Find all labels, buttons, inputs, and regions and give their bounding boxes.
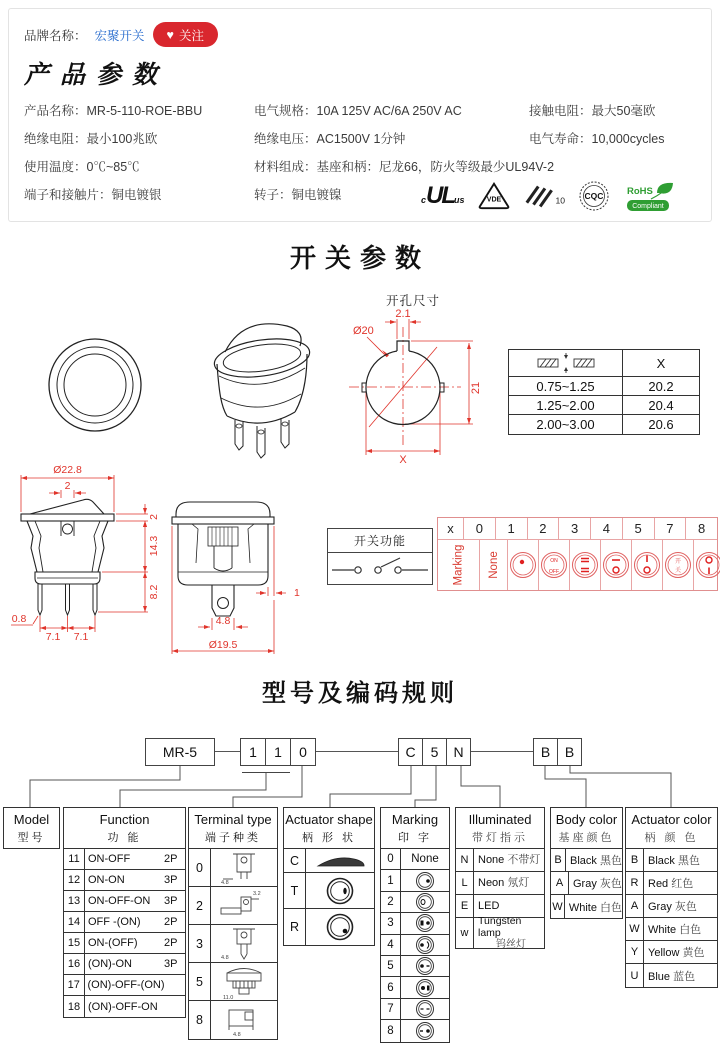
svg-text:10: 10 <box>554 195 565 206</box>
param-contact-resistance: 接触电阻：最大50毫欧 <box>529 104 656 118</box>
follow-label: 关注 <box>178 28 204 43</box>
switch-function-label: 开关功能 <box>353 534 406 548</box>
switch-params-title: 开关参数 <box>289 243 430 273</box>
actuator-color-row: Y Yellow 黄色 <box>626 941 717 964</box>
param-terminal-plating: 端子和接触片：铜电镀银 <box>24 188 162 202</box>
marking-code-table: Marking 印 字 0 None 1 2 3 4 5 6 7 8 <box>380 807 450 1043</box>
svg-text:4.8: 4.8 <box>233 1032 241 1038</box>
svg-text:Ø20: Ø20 <box>353 325 374 337</box>
switch-top-view-drawing <box>25 332 165 438</box>
switch-isometric-drawing <box>195 312 335 472</box>
illuminated-row: N None 不带灯 <box>456 849 544 872</box>
actuator-shape-table: Actuator shape 柄 形 状 C T R <box>283 807 375 946</box>
svg-text:4.8: 4.8 <box>215 615 231 627</box>
terminal-row: 8 4.8 <box>189 1001 277 1039</box>
marking-symbol-double-bars-icon <box>570 542 600 588</box>
illuminated-row: E LED <box>456 895 544 918</box>
marking-7-icon <box>415 999 435 1019</box>
function-table: Function 功 能 11 ON-OFF 2P 12 ON-ON 3P 13 ON-OFF-ON 3P 14 OFF -(ON) 2P 15 ON-(OFF) 2P 16 (ON)-ON 3P 17 (ON)-OFF-(ON) 18 (ON)-OFF-ON <box>63 807 186 1018</box>
code-box-colors: B B <box>533 738 582 766</box>
svg-text:ON: ON <box>550 558 559 564</box>
terminal-row: 2 3.2 <box>189 887 277 925</box>
marking-none-text: None <box>411 853 439 866</box>
body-color-row: A Gray 灰色 <box>551 872 622 895</box>
model-table: Model 型号 <box>3 807 60 849</box>
terminal-row: 0 4.8 <box>189 849 277 887</box>
param-product-name: 产品名称：MR-5-110-ROE-BBU <box>24 104 203 118</box>
body-color-table: Body color 基座颜色 B Black 黑色 A Gray 灰色 W White 白色 <box>550 807 623 919</box>
marking-none-label: None <box>487 551 500 579</box>
illuminated-row: L Neon 氖灯 <box>456 872 544 895</box>
marking-6-icon <box>415 978 435 998</box>
terminal-drawing-lug-with-pin-icon <box>215 926 273 962</box>
marking-code-row: 7 <box>381 999 449 1020</box>
function-row: 14 OFF -(ON) 2P <box>64 912 185 933</box>
connector-line <box>215 751 240 752</box>
certification-marks <box>421 172 706 220</box>
code-box-shape-marking-illuminated: C 5 N <box>398 738 471 766</box>
hole-table-header: X <box>509 350 699 377</box>
actuator-color-row: U Blue 蓝色 <box>626 964 717 987</box>
marking-table-symbols <box>438 540 717 590</box>
product-params-title: 产品参数 <box>24 60 169 89</box>
svg-text:OFF: OFF <box>549 569 560 575</box>
heart-icon: ♥ <box>166 27 174 42</box>
svg-text:X: X <box>399 454 407 465</box>
actuator-color-table: Actuator color 柄 颜 色 B Black 黑色 R Red 红色 A Gray 灰色 W White 白色 Y Yellow 黄色 U Blue 蓝色 <box>625 807 718 988</box>
marking-code-row: 8 <box>381 1020 449 1041</box>
actuator-color-row: A Gray 灰色 <box>626 895 717 918</box>
marking-code-row: 3 <box>381 913 449 934</box>
svg-text:CQC: CQC <box>584 191 603 201</box>
marking-2-icon <box>415 892 435 912</box>
marking-symbol-kai-guan-icon <box>663 542 693 588</box>
spdt-circuit-icon <box>328 553 432 583</box>
svg-text:RoHS: RoHS <box>626 186 653 197</box>
code-box-function-terminal: 1 1 0 <box>240 738 316 766</box>
marking-symbol-o-i-icon <box>694 542 720 588</box>
param-material: 材料组成：基座和柄：尼龙66，防火等级最少UL94V-2 <box>254 160 555 174</box>
actuator-color-rows <box>626 849 717 987</box>
coding-rules-title: 型号及编码规则 <box>262 680 458 707</box>
marking-code-row: 6 <box>381 977 449 998</box>
svg-text:7.1: 7.1 <box>73 631 89 643</box>
rohs-cert-icon <box>623 179 675 213</box>
actuator-color-row: R Red 红色 <box>626 872 717 895</box>
svg-text:8.2: 8.2 <box>148 584 160 600</box>
function-row: 17 (ON)-OFF-(ON) <box>64 975 185 996</box>
svg-text:11.0: 11.0 <box>223 994 234 1000</box>
actuator-shape-row: C <box>284 849 374 873</box>
marking-code-row: 0 None <box>381 849 449 870</box>
svg-text:21: 21 <box>470 381 482 395</box>
actuator-shape-t-icon <box>310 875 370 907</box>
illuminated-rows <box>456 849 544 951</box>
svg-text:0.8: 0.8 <box>11 613 27 625</box>
actuator-shape-row: T <box>284 873 374 909</box>
function-row: 15 ON-(OFF) 2P <box>64 933 185 954</box>
svg-text:3.2: 3.2 <box>253 890 261 897</box>
hole-table-rows <box>509 377 699 434</box>
marking-row-label: Marking <box>452 544 465 586</box>
param-electrical-life: 电气寿命：10,000cycles <box>529 132 665 146</box>
hole-table-row: 1.25~2.00 20.4 <box>509 396 699 415</box>
follow-button[interactable] <box>153 22 218 47</box>
connector-line <box>316 751 398 752</box>
vde-cert-icon <box>478 181 510 211</box>
brand-row <box>24 22 218 47</box>
function-rows <box>64 849 185 1017</box>
svg-text:2: 2 <box>64 480 71 492</box>
marking-code-row: 4 <box>381 935 449 956</box>
terminal-drawing-pcb-pin-icon <box>215 888 273 924</box>
marking-4-icon <box>415 935 435 955</box>
terminal-drawing-quick-connect-icon <box>215 1002 273 1038</box>
function-row: 18 (ON)-OFF-ON <box>64 996 185 1017</box>
terminal-row: 3 4.8 <box>189 925 277 963</box>
terminal-type-table: Terminal type 端子种类 0 4.8 2 3.2 3 4.8 5 11.0 8 4.8 <box>188 807 278 1040</box>
function-row: 16 (ON)-ON 3P <box>64 954 185 975</box>
ul-cert-icon: cULus <box>421 182 465 209</box>
marking-symbol-dot-icon <box>508 542 538 588</box>
hole-dimension-drawing <box>333 303 503 465</box>
code-connector-lines <box>0 764 720 808</box>
function-row: 12 ON-ON 3P <box>64 870 185 891</box>
svg-text:Ø22.8: Ø22.8 <box>53 464 82 476</box>
svg-text:4.8: 4.8 <box>221 879 229 886</box>
function-row: 13 ON-OFF-ON 3P <box>64 891 185 912</box>
switch-front-view-drawing <box>168 468 330 666</box>
terminal-drawing-solder-lug-icon <box>215 850 273 886</box>
svg-text:4.8: 4.8 <box>221 954 229 961</box>
actuator-shape-row: R <box>284 909 374 945</box>
function-row: 11 ON-OFF 2P <box>64 849 185 870</box>
actuator-color-row: W White 白色 <box>626 918 717 941</box>
marking-3-icon <box>415 913 435 933</box>
hole-table-row: 0.75~1.25 20.2 <box>509 377 699 396</box>
enec-cert-icon <box>523 181 565 211</box>
svg-text:1: 1 <box>294 587 300 599</box>
svg-text:7.1: 7.1 <box>45 631 61 643</box>
marking-symbol-on-off-icon <box>539 542 569 588</box>
actuator-shape-c-icon <box>310 852 370 870</box>
param-insulation-resistance: 绝缘电阻：最小100兆欧 <box>24 132 158 146</box>
marking-8-icon <box>415 1021 435 1041</box>
cqc-cert-icon <box>578 180 610 212</box>
body-color-rows <box>551 849 622 918</box>
terminal-row: 5 11.0 <box>189 963 277 1001</box>
svg-text:VDE: VDE <box>486 196 501 204</box>
body-color-row: B Black 黑色 <box>551 849 622 872</box>
param-rotor-plating: 转子：铜电镀镍 <box>254 188 342 202</box>
brand-label: 品牌名称： <box>24 28 87 43</box>
connector-line <box>471 751 533 752</box>
illuminated-table: Illuminated 带灯指示 N None 不带灯 L Neon 氖灯 E LED w Tungsten lamp 钨丝灯 <box>455 807 545 949</box>
code-box-model: MR-5 <box>145 738 215 766</box>
switch-side-view-drawing <box>5 462 167 654</box>
body-color-row: W White 白色 <box>551 895 622 918</box>
marking-table-header: x 0 1 2 3 4 5 7 8 <box>438 518 717 540</box>
marking-symbol-bar-circle-icon <box>601 542 631 588</box>
marking-options-table <box>437 517 718 591</box>
actuator-shape-r-icon <box>310 911 370 943</box>
marking-code-row: 1 <box>381 870 449 891</box>
svg-text:14.3: 14.3 <box>148 535 160 557</box>
actuator-color-row: B Black 黑色 <box>626 849 717 872</box>
param-temperature: 使用温度：0℃~85℃ <box>24 160 140 174</box>
svg-text:2: 2 <box>148 514 160 520</box>
product-info-card <box>8 8 712 222</box>
param-insulation-voltage: 绝缘电压：AC1500V 1分钟 <box>254 132 406 146</box>
svg-text:开: 开 <box>675 559 682 565</box>
marking-5-icon <box>415 956 435 976</box>
terminal-drawing-threaded-mount-icon <box>215 964 273 1000</box>
hole-size-table <box>508 349 700 435</box>
marking-code-row: 2 <box>381 892 449 913</box>
hole-dimensions-label: 开孔尺寸 <box>386 294 441 308</box>
marking-code-row: 5 <box>381 956 449 977</box>
svg-text:Compliant: Compliant <box>631 203 664 210</box>
svg-text:Ø19.5: Ø19.5 <box>208 639 238 651</box>
switch-function-box <box>327 528 433 585</box>
param-electrical-rating: 电气规格：10A 125V AC/6A 250V AC <box>254 104 462 118</box>
marking-symbol-i-o-icon <box>632 542 662 588</box>
marking-1-icon <box>415 871 435 891</box>
hole-table-row: 2.00~3.00 20.6 <box>509 415 699 434</box>
brand-link[interactable]: 宏聚开关 <box>94 28 145 43</box>
svg-text:关: 关 <box>675 568 682 574</box>
panel-thickness-icon <box>535 353 597 373</box>
illuminated-row: w Tungsten lamp 钨丝灯 <box>456 918 544 948</box>
svg-text:2.1: 2.1 <box>395 308 411 320</box>
